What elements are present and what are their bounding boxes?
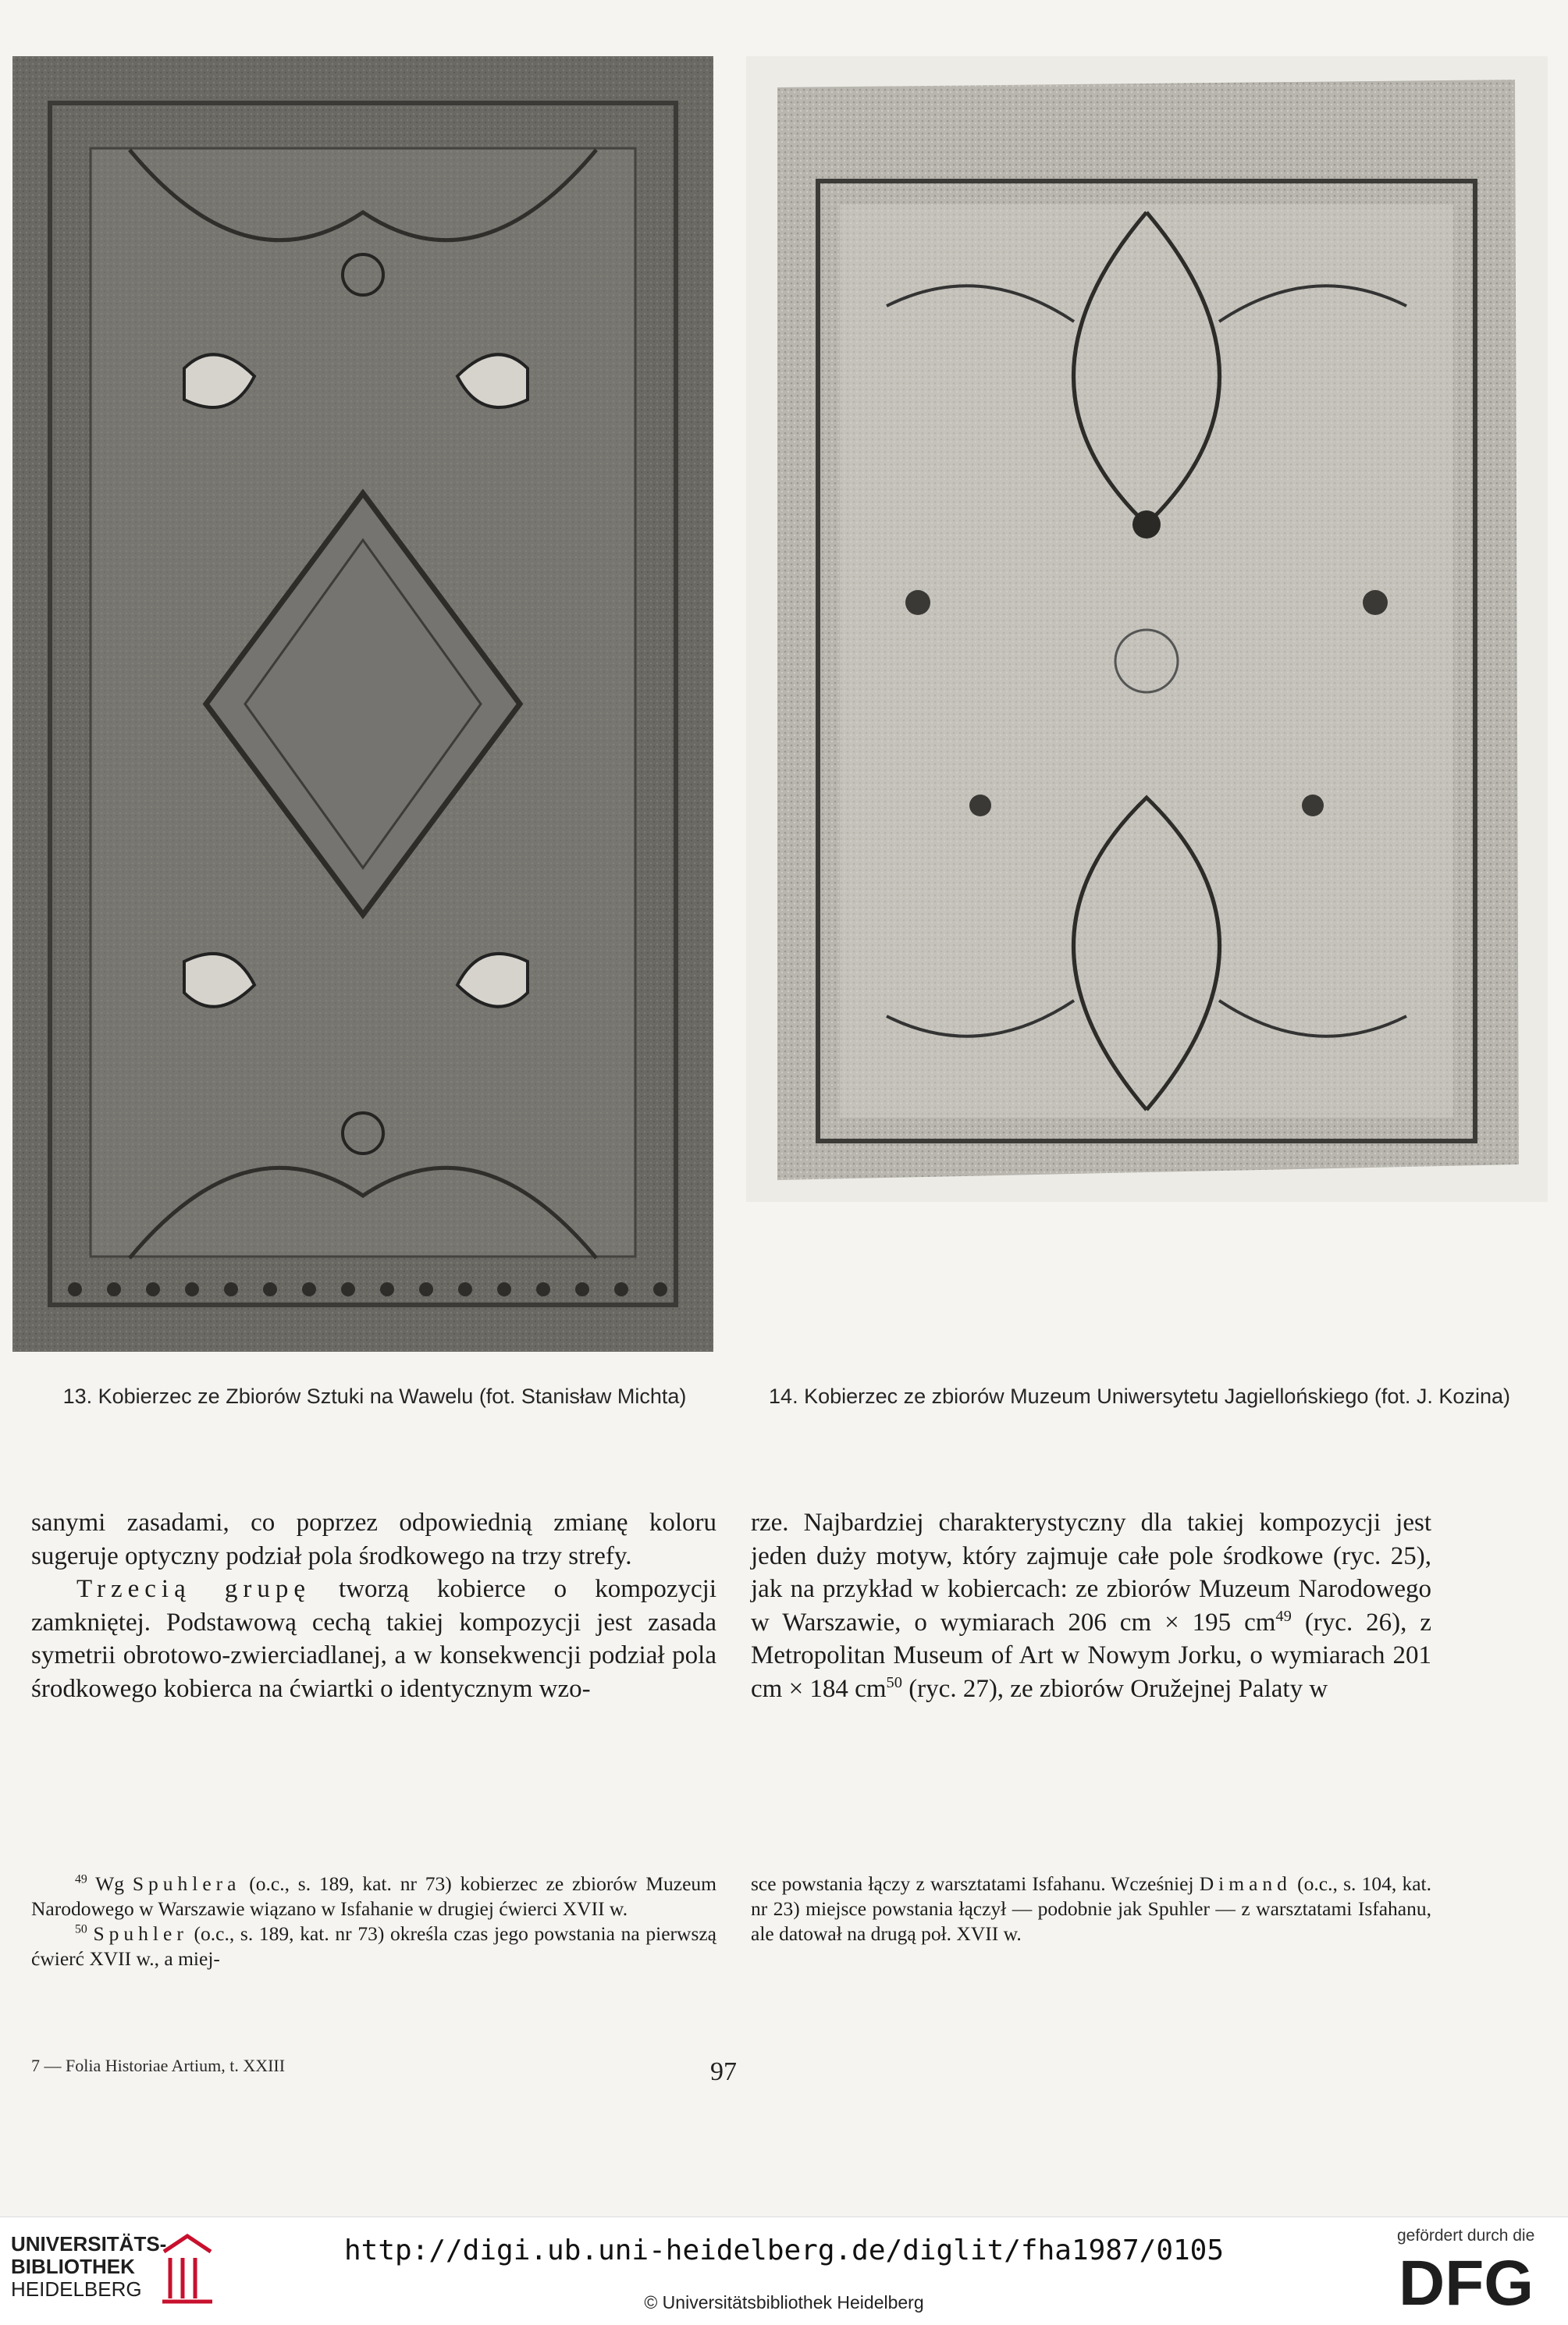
- dfg-logo-text: DFG: [1399, 2250, 1534, 2313]
- paragraph-text: (ryc. 26), z Metropolitan Museum of Art w Nowym Jorku, o wymiarach 201 cm × 184 cm: [751, 1608, 1431, 1703]
- paragraph-text: (ryc. 27), ze zbiorów Oružejnej Palaty w: [901, 1674, 1328, 1703]
- footnote-text: (o.c., s. 104, kat. nr 23) miejsce powstania łączył — podobnie jak Spuhler — z warsztatami Isfahanu, ale datował na drugą poł. XVII w.: [751, 1872, 1431, 1945]
- library-footer-bar: [0, 2217, 1568, 2325]
- paragraph-text: tworzą kobierce o kompozycji zamkniętej. Podstawową cechą takiej kompozycji jest zasada symetrii obrotowo-zwierciadlanej, a w konsekwencji podział pola środkowego kobierca na ćwiartki o identycznym wzo-: [31, 1575, 716, 1703]
- figure-14-caption: 14. Kobierzec ze zbiorów Muzeum Uniwersytetu Jagiellońskiego (fot. J. Kozina): [769, 1385, 1510, 1408]
- body-text-left-column: [31, 1506, 716, 1705]
- carpet-photo-icon: [12, 56, 713, 1352]
- footnote-ref: 50: [886, 1673, 902, 1691]
- footnote-ref: 49: [1275, 1607, 1292, 1625]
- body-text-right-column: [751, 1506, 1431, 1705]
- logo-line: UNIVERSITÄTS-: [11, 2232, 167, 2256]
- source-url-link[interactable]: http://digi.ub.uni-heidelberg.de/diglit/fha1987/0105: [343, 2234, 1225, 2266]
- footnote-number: 50: [75, 1922, 87, 1936]
- footnote-author: Spuhler: [93, 1922, 188, 1945]
- page-number: 97: [710, 2057, 737, 2086]
- carpet-photo-icon: [746, 56, 1548, 1202]
- figure-13-carpet-photo: [12, 56, 713, 1352]
- footnote-number: 49: [75, 1872, 87, 1886]
- footnote-text: (o.c., s. 189, kat. nr 73) określa czas jego powstania na pierwszą ćwierć XVII w., a miej-: [31, 1922, 717, 1970]
- footnote-50-continued: [751, 1872, 1431, 1946]
- logo-line: BIBLIOTHEK: [11, 2255, 135, 2278]
- paragraph: [751, 1506, 1431, 1705]
- carpet-13-illustration: [12, 56, 713, 1352]
- footnote-text: sce powstania łączy z warsztatami Isfahanu. Wcześniej: [751, 1872, 1200, 1895]
- dfg-logo-icon[interactable]: [1399, 2250, 1547, 2313]
- footnote-50: [31, 1922, 716, 1971]
- footnote-author: Spuhlera: [132, 1872, 241, 1895]
- figure-14-carpet-photo: [746, 56, 1548, 1202]
- footnote-author: Dimand: [1199, 1872, 1292, 1895]
- journal-footer: 7 — Folia Historiae Artium, t. XXIII: [31, 2056, 286, 2075]
- logo-line: HEIDELBERG: [11, 2277, 142, 2301]
- sponsor-label: gefördert durch die: [1397, 2227, 1535, 2245]
- paragraph-text: rze. Najbardziej charakterystyczny dla takiej kompozycji jest jeden duży motyw, który zajmuje całe pole środkowe (ryc. 25), jak na przykład w kobiercach: ze zbiorów Muzeum Narodowego w Warszawie, o wymiarach 206 cm × 195 cm: [751, 1509, 1431, 1637]
- paragraph: sanymi zasadami, co poprzez odpowiednią zmianę koloru sugeruje optyczny podział pola środkowego na trzy strefy.: [31, 1509, 716, 1570]
- carpet-14-illustration: [746, 56, 1548, 1202]
- paragraph: [31, 1573, 716, 1705]
- emphasized-lead: Trzecią grupę: [76, 1575, 311, 1603]
- footnotes-left-column: [31, 1872, 716, 1971]
- footnote-text: (o.c., s. 189, kat. nr 73) kobierzec ze zbiorów Muzeum Narodowego w Warszawie wiązano w Isfahanie w drugiej ćwierci XVII w.: [31, 1872, 717, 1920]
- footnotes-right-column: [751, 1872, 1431, 1946]
- footnote-49: $^{49}$ Wg Spuhlera (o.c., s. 189, kat. nr 73) kobierzec ze zbiorów Muzeum Narodowego w Warszawie wiązano w Isfahanie w drugiej ćwierci XVII w.: [31, 1872, 717, 1920]
- copyright-notice: © Universitätsbibliothek Heidelberg: [644, 2292, 924, 2313]
- figure-13-caption: 13. Kobierzec ze Zbiorów Sztuki na Wawelu (fot. Stanisław Michta): [62, 1385, 687, 1408]
